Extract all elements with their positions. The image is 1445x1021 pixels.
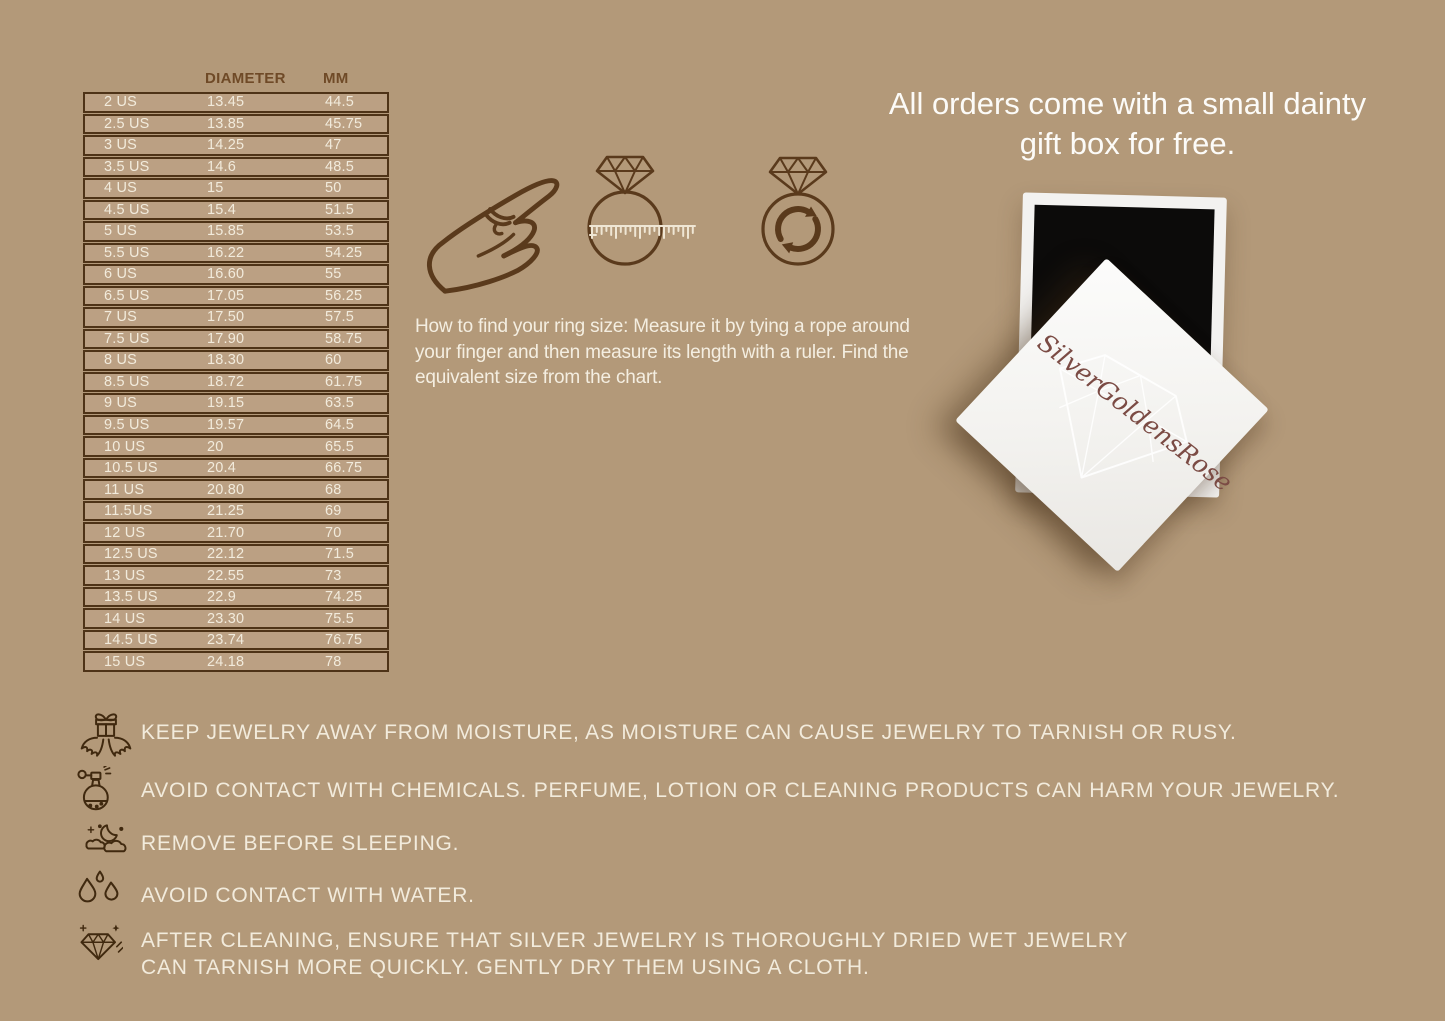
cell-mm: 47 (325, 137, 342, 154)
table-row (83, 243, 389, 264)
cell-mm: 78 (325, 653, 342, 670)
cell-mm: 75.5 (325, 610, 355, 627)
cell-us-size: 9.5 US (104, 416, 150, 433)
cell-diameter: 15.4 (207, 201, 237, 218)
cell-us-size: 5.5 US (104, 244, 150, 261)
cell-diameter: 21.25 (207, 503, 245, 520)
cell-diameter: 22.55 (207, 567, 245, 584)
cell-us-size: 14.5 US (104, 632, 158, 649)
cell-mm: 58.75 (325, 330, 363, 347)
care-instruction-water: AVOID CONTACT WITH WATER. (141, 884, 475, 907)
cell-us-size: 10.5 US (104, 460, 158, 477)
gift-box-heading-line2: gift box for free. (1019, 126, 1236, 162)
cell-us-size: 3 US (104, 137, 138, 154)
cell-diameter: 23.30 (207, 610, 245, 627)
table-row (83, 372, 389, 393)
cell-diameter: 20 (207, 438, 224, 455)
cell-mm: 63.5 (325, 395, 355, 412)
water-drops-icon (76, 869, 122, 914)
cell-us-size: 12 US (104, 524, 146, 541)
cell-us-size: 4.5 US (104, 201, 150, 218)
perfume-bottle-icon (72, 766, 116, 819)
cell-us-size: 6.5 US (104, 287, 150, 304)
cell-diameter: 20.80 (207, 481, 245, 498)
cell-mm: 54.25 (325, 244, 363, 261)
care-instruction-chemicals: AVOID CONTACT WITH CHEMICALS. PERFUME, LOTION OR CLEANING PRODUCTS CAN HARM YOUR JEWELRY. (141, 779, 1340, 802)
hand-with-ring-icon (418, 166, 568, 298)
cell-us-size: 13 US (104, 567, 146, 584)
cell-us-size: 6 US (104, 266, 138, 283)
cell-diameter: 17.05 (207, 287, 245, 304)
cell-mm: 48.5 (325, 158, 355, 175)
cell-mm: 45.75 (325, 115, 363, 132)
table-row (83, 200, 389, 221)
cell-diameter: 14.25 (207, 137, 245, 154)
table-row (83, 544, 389, 565)
cell-us-size: 5 US (104, 223, 138, 240)
column-header-mm: MM (323, 70, 349, 87)
cell-mm: 74.25 (325, 589, 363, 606)
cell-us-size: 4 US (104, 180, 138, 197)
cell-us-size: 15 US (104, 653, 146, 670)
cell-mm: 70 (325, 524, 342, 541)
ring-size-table (83, 92, 389, 672)
care-instruction-sleeping: REMOVE BEFORE SLEEPING. (141, 832, 460, 855)
cell-mm: 55 (325, 266, 342, 283)
table-row (83, 651, 389, 672)
table-row (83, 178, 389, 199)
cell-mm: 76.75 (325, 632, 363, 649)
cell-us-size: 7.5 US (104, 330, 150, 347)
cell-us-size: 9 US (104, 395, 138, 412)
cell-diameter: 23.74 (207, 632, 245, 649)
cell-us-size: 7 US (104, 309, 138, 326)
cell-diameter: 24.18 (207, 653, 245, 670)
cell-diameter: 15.85 (207, 223, 245, 240)
cell-us-size: 8 US (104, 352, 138, 369)
cell-us-size: 13.5 US (104, 589, 158, 606)
cell-mm: 73 (325, 567, 342, 584)
cell-mm: 71.5 (325, 546, 355, 563)
hands-holding-gift-icon (79, 710, 133, 765)
cell-mm: 68 (325, 481, 342, 498)
table-row (83, 329, 389, 350)
table-row (83, 307, 389, 328)
ring-with-ruler-icon (582, 147, 702, 271)
cell-diameter: 21.70 (207, 524, 245, 541)
moon-and-clouds-icon (82, 823, 132, 863)
cell-diameter: 17.50 (207, 309, 245, 326)
cell-mm: 50 (325, 180, 342, 197)
care-instruction-moisture: KEEP JEWELRY AWAY FROM MOISTURE, AS MOISTURE CAN CAUSE JEWELRY TO TARNISH OR RUSY. (141, 721, 1237, 744)
table-row (83, 157, 389, 178)
cell-mm: 65.5 (325, 438, 355, 455)
cell-diameter: 15 (207, 180, 224, 197)
table-row (83, 393, 389, 414)
ring-resize-icon (752, 150, 844, 272)
cell-diameter: 18.72 (207, 373, 245, 390)
cell-us-size: 11.5US (104, 503, 153, 520)
cell-us-size: 10 US (104, 438, 146, 455)
table-row (83, 135, 389, 156)
table-row (83, 501, 389, 522)
cell-diameter: 17.90 (207, 330, 245, 347)
cell-us-size: 2.5 US (104, 115, 150, 132)
table-row (83, 436, 389, 457)
cell-diameter: 13.45 (207, 94, 245, 111)
cell-diameter: 19.15 (207, 395, 245, 412)
gift-box-heading-line1: All orders come with a small dainty (888, 86, 1367, 121)
care-instruction-drying: AFTER CLEANING, ENSURE THAT SILVER JEWELRY IS THOROUGHLY DRIED WET JEWELRY CAN TARNISH MORE QUICKLY. GENTLY DRY THEM USING A CLOTH. (141, 929, 1128, 979)
cell-mm: 64.5 (325, 416, 355, 433)
table-row (83, 458, 389, 479)
table-row (83, 608, 389, 629)
cell-mm: 51.5 (325, 201, 355, 218)
cell-us-size: 14 US (104, 610, 146, 627)
table-row (83, 350, 389, 371)
cell-diameter: 19.57 (207, 416, 245, 433)
cell-mm: 53.5 (325, 223, 355, 240)
cell-diameter: 22.9 (207, 589, 237, 606)
table-row (83, 92, 389, 113)
cell-mm: 69 (325, 503, 342, 520)
cell-diameter: 18.30 (207, 352, 245, 369)
cell-mm: 57.5 (325, 309, 355, 326)
cell-diameter: 20.4 (207, 460, 237, 477)
cell-mm: 66.75 (325, 460, 363, 477)
cell-us-size: 2 US (104, 94, 138, 111)
table-row (83, 114, 389, 135)
cell-diameter: 16.22 (207, 244, 245, 261)
cell-mm: 60 (325, 352, 342, 369)
table-row (83, 587, 389, 608)
ring-size-chart-header (83, 68, 389, 92)
table-row (83, 264, 389, 285)
cell-us-size: 12.5 US (104, 546, 158, 563)
brand-signature: SilverGoldensRose (1032, 327, 1238, 498)
cell-diameter: 16.60 (207, 266, 245, 283)
ring-size-instructions: How to find your ring size: Measure it by tying a rope around your finger and then measure its length with a ruler. Find the equivalent size from the chart. (415, 316, 910, 389)
table-row (83, 415, 389, 436)
cell-diameter: 13.85 (207, 115, 245, 132)
table-row (83, 522, 389, 543)
cell-us-size: 11 US (104, 481, 145, 498)
ring-size-chart (83, 68, 389, 672)
cell-mm: 44.5 (325, 94, 355, 111)
column-header-diameter: DIAMETER (205, 70, 286, 87)
table-row (83, 565, 389, 586)
table-row (83, 630, 389, 651)
gift-box-heading (860, 84, 1395, 165)
cell-mm: 61.75 (325, 373, 363, 390)
cell-us-size: 8.5 US (104, 373, 150, 390)
cell-us-size: 3.5 US (104, 158, 150, 175)
diamond-sparkle-icon (77, 923, 123, 970)
cell-diameter: 14.6 (207, 158, 237, 175)
cell-diameter: 22.12 (207, 546, 245, 563)
cell-mm: 56.25 (325, 287, 363, 304)
table-row (83, 286, 389, 307)
table-row (83, 479, 389, 500)
table-row (83, 221, 389, 242)
